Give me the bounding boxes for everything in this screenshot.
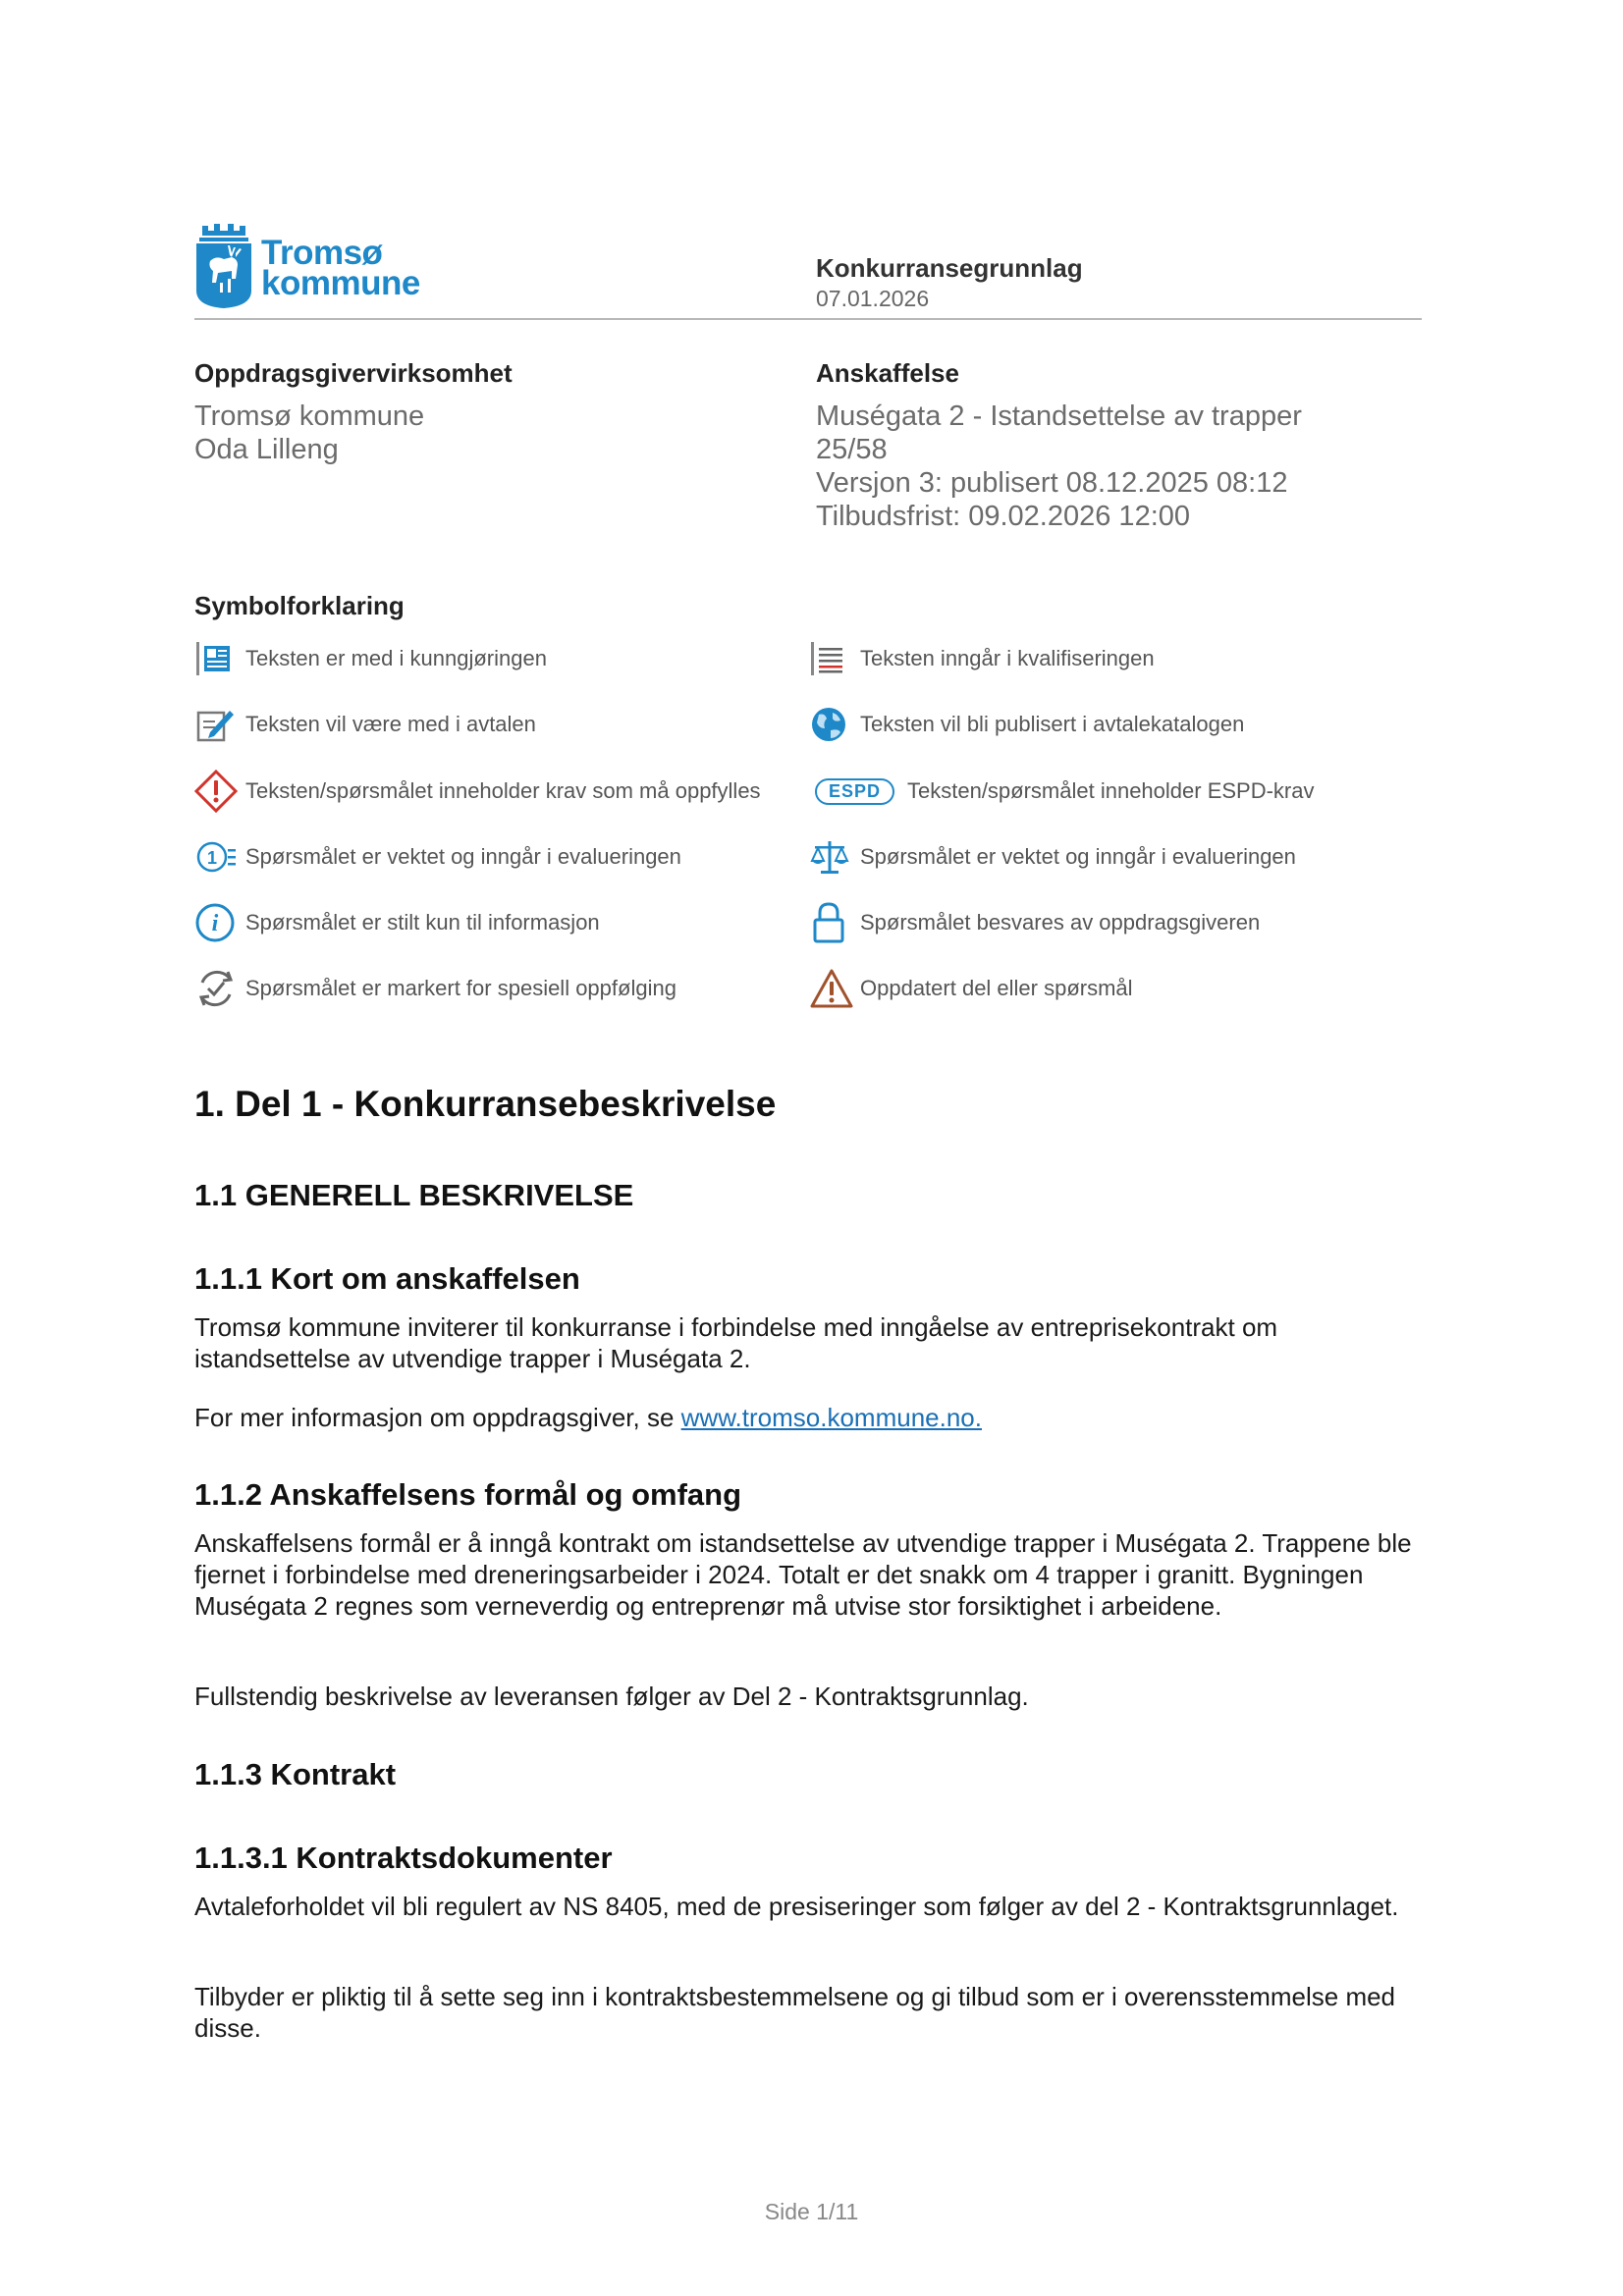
section-heading-1: 1. Del 1 - Konkurransebeskrivelse xyxy=(194,1084,777,1124)
document-date: 07.01.2026 xyxy=(816,286,930,311)
page-number: Side 1/11 xyxy=(764,2199,859,2224)
procurement-heading: Anskaffelse xyxy=(816,358,959,388)
legend-item-lock xyxy=(809,901,1260,944)
lock-icon xyxy=(809,901,860,944)
owner-contact: Oda Lilleng xyxy=(194,434,339,465)
tromso-logo xyxy=(194,222,430,310)
legend-item-qualification xyxy=(809,637,1155,680)
info-glyph: i xyxy=(211,911,219,936)
tromso-coat-of-arms-icon xyxy=(194,222,253,308)
paragraph-text: For mer informasjon om oppdragsgiver, se xyxy=(194,1403,681,1432)
procurement-deadline: Tilbudsfrist: 09.02.2026 12:00 xyxy=(816,501,1191,532)
espd-badge-icon xyxy=(815,770,907,813)
legend-label: Teksten inngår i kvalifiseringen xyxy=(860,646,1155,670)
section-heading-1-1-2: 1.1.2 Anskaffelsens formål og omfang xyxy=(194,1477,742,1512)
section-1-1-2-paragraph-1: Anskaffelsens formål er å inngå kontrakt om istandsettelse av utvendige trapper i Muségata 2. Trappene ble fjernet i forbindelse med dreneringsarbeider i 2024. Totalt er det snakk om 4 trapper i granitt. Bygningen Muségata 2 regnes som verneverdig og entreprenør må utvise stor forsiktighet i arbeidene. xyxy=(194,1528,1412,1621)
requirement-warning-icon xyxy=(194,770,245,813)
legend-item-announcement xyxy=(194,637,547,680)
weighted-number-glyph: 1 xyxy=(206,848,218,868)
legend-item-espd xyxy=(815,770,1315,813)
legend-label: Oppdatert del eller spørsmål xyxy=(860,976,1133,1000)
section-1-1-3-1-paragraph-1: Avtaleforholdet vil bli regulert av NS 8405, med de presiseringer som følger av del 2 - Kontraktsgrunnlaget. xyxy=(194,1892,1399,1921)
followup-check-icon xyxy=(194,967,245,1010)
legend-label: Teksten er med i kunngjøringen xyxy=(245,646,547,670)
logo-text-line1: Tromsø xyxy=(261,234,383,272)
legend-label: Teksten/spørsmålet inneholder krav som må oppfylles xyxy=(245,778,761,803)
legend-label: Spørsmålet er markert for spesiell oppfølging xyxy=(245,976,676,1000)
section-heading-1-1-1: 1.1.1 Kort om anskaffelsen xyxy=(194,1261,580,1296)
scale-icon xyxy=(809,835,860,879)
globe-icon xyxy=(809,703,860,746)
procurement-version: Versjon 3: publisert 08.12.2025 08:12 xyxy=(816,467,1288,499)
legend-item-catalogue xyxy=(809,703,1244,746)
legend-label: Teksten vil bli publisert i avtalekatalogen xyxy=(860,712,1245,736)
owner-name: Tromsø kommune xyxy=(194,400,425,432)
procurement-title: Muségata 2 - Istandsettelse av trapper xyxy=(816,400,1302,432)
legend-label: Teksten vil være med i avtalen xyxy=(245,712,536,736)
legend-label: Spørsmålet er vektet og inngår i evalueringen xyxy=(245,844,681,869)
legend-label: Spørsmålet er vektet og inngår i evalueringen xyxy=(860,844,1296,869)
legend-item-scale xyxy=(809,835,1296,879)
legend-item-contract xyxy=(194,703,536,746)
section-1-1-1-paragraph-1: Tromsø kommune inviterer til konkurranse i forbindelse med inngåelse av entreprisekontrakt om istandsettelse av utvendige trapper i Muségata 2. xyxy=(194,1312,1278,1373)
section-heading-1-1: 1.1 GENERELL BESKRIVELSE xyxy=(194,1178,634,1212)
legend-label: Teksten/spørsmålet inneholder ESPD-krav xyxy=(907,778,1315,803)
legend-title: Symbolforklaring xyxy=(194,591,405,620)
municipality-website-link[interactable]: www.tromso.kommune.no. xyxy=(680,1403,982,1432)
contract-edit-icon xyxy=(194,703,245,746)
legend-label: Spørsmålet besvares av oppdragsgiveren xyxy=(860,910,1261,934)
logo-text-line2: kommune xyxy=(261,264,420,302)
legend-item-updated xyxy=(809,967,1133,1010)
section-heading-1-1-3: 1.1.3 Kontrakt xyxy=(194,1757,397,1791)
logo-wordmark xyxy=(261,234,420,302)
section-1-1-2-paragraph-2: Fullstendig beskrivelse av leveransen følger av Del 2 - Kontraktsgrunnlag. xyxy=(194,1682,1029,1711)
owner-details xyxy=(194,400,424,466)
section-1-1-1-paragraph-2 xyxy=(194,1402,1422,1433)
section-1-1-3-1-paragraph-2: Tilbyder er pliktig til å sette seg inn i kontraktsbestemmelsene og gi tilbud som er i overensstemmelse med disse. xyxy=(194,1982,1396,2043)
updated-triangle-icon xyxy=(809,967,860,1010)
procurement-details xyxy=(816,400,1302,533)
owner-heading: Oppdragsgivervirksomhet xyxy=(194,358,513,388)
espd-badge: ESPD xyxy=(815,778,894,805)
legend-item-requirement xyxy=(194,770,761,813)
legend-label: Spørsmålet er stilt kun til informasjon xyxy=(245,910,600,934)
legend-item-weighted xyxy=(194,835,681,879)
qualification-list-icon xyxy=(809,637,860,680)
procurement-reference: 25/58 xyxy=(816,434,888,465)
document-title: Konkurransegrunnlag xyxy=(816,253,1083,283)
info-icon xyxy=(194,901,245,944)
section-heading-1-1-3-1: 1.1.3.1 Kontraktsdokumenter xyxy=(194,1841,613,1875)
announcement-icon xyxy=(194,637,245,680)
legend-item-info xyxy=(194,901,600,944)
header-divider xyxy=(194,318,1422,320)
weighted-number-icon xyxy=(194,835,245,879)
legend-item-followup xyxy=(194,967,676,1010)
